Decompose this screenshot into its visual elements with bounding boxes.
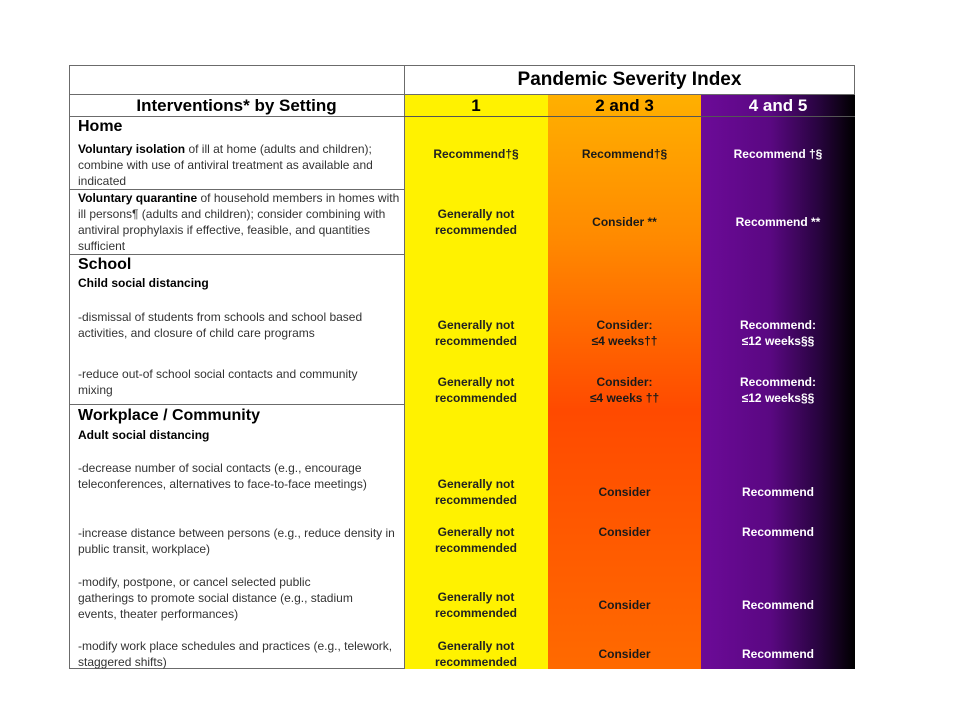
school-row-dismissal: -dismissal of students from schools and school based activities, and closure of child care programs — [78, 310, 363, 340]
isolation-level-2-3: Recommend†§ — [581, 147, 668, 161]
contacts-level-2-3: Consider — [598, 485, 651, 499]
dismissal-level-4-5-line2: ≤12 weeks§§ — [741, 334, 815, 348]
grid-line — [69, 116, 404, 117]
workplace-row-contacts: -decrease number of social contacts (e.g., encourage teleconferences, alternatives to face-to-face meetings) — [78, 461, 367, 491]
quarantine-level-4-5: Recommend ** — [735, 215, 821, 229]
social-contacts-level-1: Generally not recommended — [434, 375, 518, 405]
workplace-subtitle: Adult social distancing — [78, 428, 210, 442]
isolation-level-4-5: Recommend †§ — [733, 147, 823, 161]
quarantine-description — [78, 190, 400, 254]
dismissal-level-4-5 — [701, 316, 855, 350]
level-4-5-header: 4 and 5 — [748, 96, 808, 115]
dismissal-level-2-3-line2: ≤4 weeks†† — [591, 334, 658, 348]
quarantine-text: of household members in homes with ill persons¶ (adults and children); consider combining with antiviral prophylaxis if effective, feasible, and quantities sufficient — [78, 191, 400, 253]
school-subtitle: Child social distancing — [78, 276, 209, 290]
grid-line — [404, 116, 855, 117]
workplace-section-title: Workplace / Community — [78, 407, 260, 424]
dismissal-level-2-3 — [548, 316, 701, 350]
contacts-level-4-5: Recommend — [741, 485, 815, 499]
school-row-social-contacts: -reduce out-of school social contacts and community mixing — [78, 367, 358, 397]
level-1-header: 1 — [471, 96, 481, 115]
dismissal-level-1: Generally not recommended — [434, 318, 518, 348]
social-contacts-level-4-5-line2: ≤12 weeks§§ — [741, 391, 815, 405]
grid-line — [69, 404, 404, 405]
isolation-text: of ill at home (adults and children); combine with use of antiviral treatment as available and indicated — [78, 142, 373, 188]
dismissal-level-4-5-line1: Recommend: — [739, 318, 816, 332]
distance-level-4-5: Recommend — [741, 525, 815, 539]
distance-level-2-3: Consider — [598, 525, 651, 539]
dismissal-level-2-3-line1: Consider: — [596, 318, 653, 332]
schedules-level-4-5: Recommend — [741, 647, 815, 661]
social-contacts-level-4-5-line1: Recommend: — [739, 375, 816, 389]
workplace-row-gatherings: -modify, postpone, or cancel selected public gatherings to promote social distance (e.g., stadium events, theater performances) — [78, 575, 353, 621]
schedules-level-1: Generally not recommended — [434, 639, 518, 669]
quarantine-label: Voluntary quarantine — [78, 191, 198, 205]
schedules-level-2-3: Consider — [598, 647, 651, 661]
isolation-description — [78, 141, 398, 189]
level-2-3-header: 2 and 3 — [595, 96, 654, 115]
social-contacts-level-4-5 — [701, 373, 855, 407]
contacts-level-1: Generally not recommended — [434, 477, 518, 507]
interventions-header: Interventions* by Setting — [136, 96, 337, 115]
severity-index-title: Pandemic Severity Index — [517, 69, 742, 90]
gatherings-level-1: Generally not recommended — [434, 590, 518, 620]
workplace-row-distance: -increase distance between persons (e.g., reduce density in public transit, workplace) — [78, 526, 395, 556]
quarantine-level-1: Generally not recommended — [434, 207, 518, 237]
social-contacts-level-2-3-line1: Consider: — [596, 375, 653, 389]
distance-level-1: Generally not recommended — [434, 525, 518, 555]
school-section-title: School — [78, 256, 132, 273]
gatherings-level-2-3: Consider — [598, 598, 651, 612]
isolation-level-1: Recommend†§ — [433, 147, 519, 161]
gatherings-level-4-5: Recommend — [741, 598, 815, 612]
home-section-title: Home — [78, 118, 123, 135]
isolation-label: Voluntary isolation — [78, 142, 186, 156]
grid-line — [69, 254, 404, 255]
social-contacts-level-2-3-line2: ≤4 weeks †† — [589, 391, 660, 405]
social-contacts-level-2-3 — [548, 373, 701, 407]
quarantine-level-2-3: Consider ** — [592, 215, 657, 229]
workplace-row-schedules: -modify work place schedules and practices (e.g., telework, staggered shifts) — [78, 639, 393, 669]
